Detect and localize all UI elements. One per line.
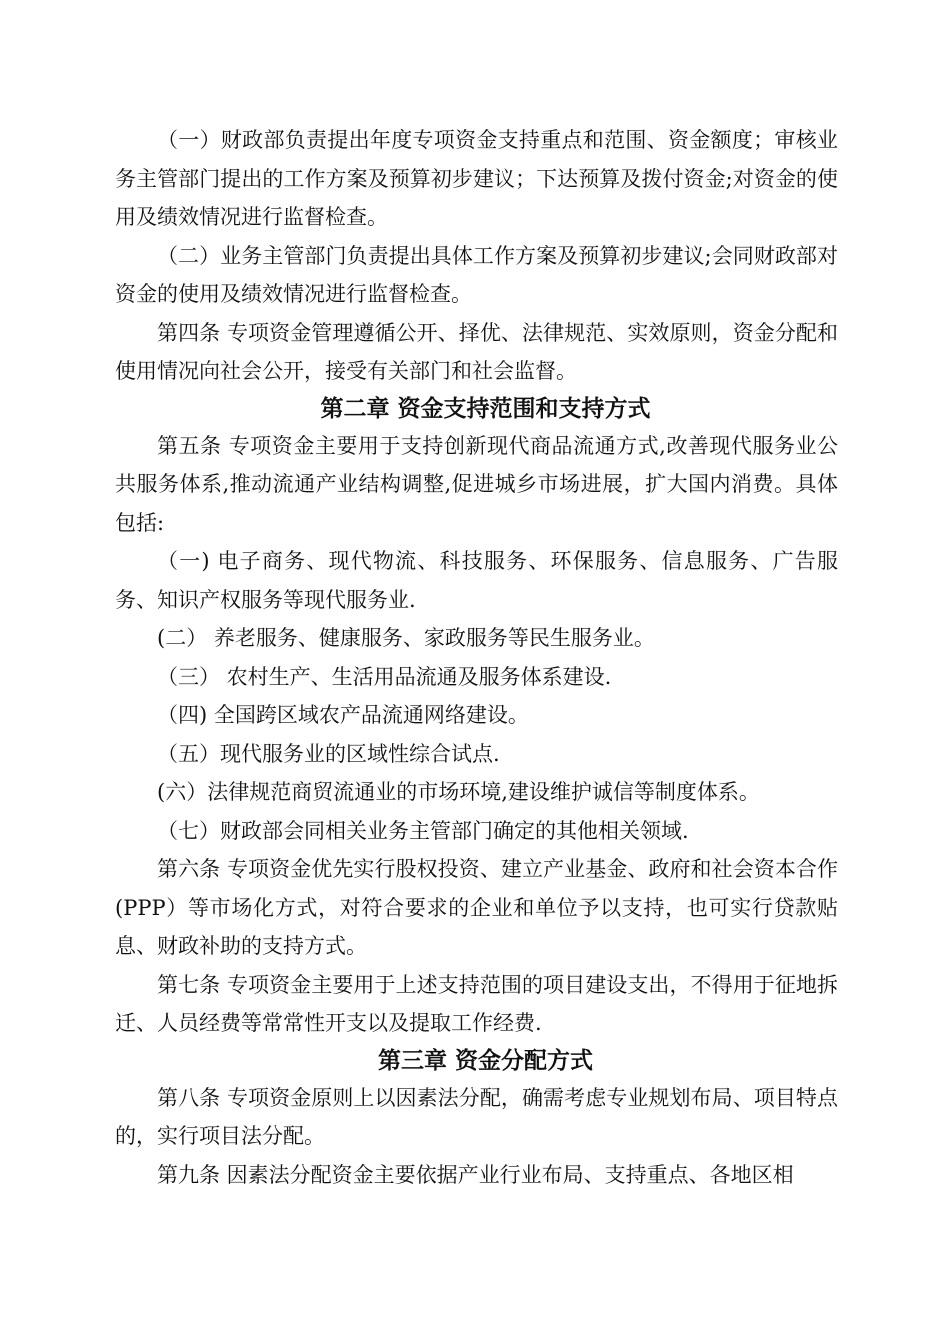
paragraph-article5-item4: （四) 全国跨区域农产品流通网络建设。 [157, 703, 529, 727]
chapter-3-heading: 第三章 资金分配方式 [377, 1047, 593, 1074]
chapter-2-heading: 第二章 资金支持范围和支持方式 [320, 395, 651, 422]
paragraph-article5: 第五条 专项资金主要用于支持创新现代商品流通方式,改善现代服务业公共服务体系,推动流通产业结构调整,促进城乡市场进展，扩大国内消费。具体包括: [115, 433, 838, 535]
paragraph-article3-item2: （二）业务主管部门负责提出具体工作方案及预算初步建议;会同财政部对资金的使用及绩效情况进行监督检查。 [115, 243, 838, 306]
paragraph-article5-item7: （七）财政部会同相关业务主管部门确定的其他相关领域. [157, 818, 689, 843]
paragraph-article8: 第八条 专项资金原则上以因素法分配，确需考虑专业规划布局、项目特点的，实行项目法分配。 [115, 1085, 838, 1148]
paragraph-article3-item1: （一）财政部负责提出年度专项资金支持重点和范围、资金额度；审核业务主管部门提出的工作方案及预算初步建议；下达预算及拨付资金;对资金的使用及绩效情况进行监督检查。 [115, 128, 838, 229]
paragraph-article4: 第四条 专项资金管理遵循公开、择优、法律规范、实效原则，资金分配和使用情况向社会公开，接受有关部门和社会监督。 [115, 320, 838, 383]
document-page [115, 121, 838, 1194]
paragraph-article5-item6: (六）法律规范商贸流通业的市场环境,建设维护诚信等制度体系。 [157, 780, 760, 804]
paragraph-article5-item1: （一) 电子商务、现代物流、科技服务、环保服务、信息服务、广告服务、知识产权服务等现代服务业. [115, 549, 838, 612]
paragraph-article7: 第七条 专项资金主要用于上述支持范围的项目建设支出，不得用于征地拆迁、人员经费等常常性开支以及提取工作经费. [115, 972, 838, 1035]
paragraph-article5-item2: (二） 养老服务、健康服务、家政服务等民生服务业。 [157, 626, 655, 650]
paragraph-article6: 第六条 专项资金优先实行股权投资、建立产业基金、政府和社会资本合作(PPP）等市场化方式，对符合要求的企业和单位予以支持，也可实行贷款贴息、财政补助的支持方式。 [115, 857, 838, 958]
paragraph-article5-item5: （五）现代服务业的区域性综合试点. [157, 741, 500, 766]
paragraph-article5-item3: （三） 农村生产、生活用品流通及服务体系建设. [157, 664, 612, 689]
paragraph-article9: 第九条 因素法分配资金主要依据产业行业布局、支持重点、各地区相 [157, 1162, 794, 1187]
